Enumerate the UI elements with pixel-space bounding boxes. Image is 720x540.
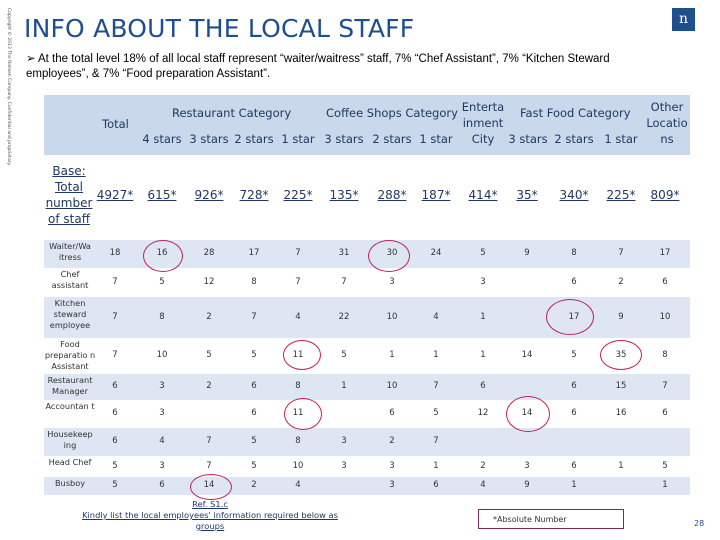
subheader-col-6: 1 star <box>419 132 453 146</box>
base-value-9: 35* <box>516 188 538 202</box>
table-cell: 14 <box>203 480 215 490</box>
table-cell: 10 <box>156 350 168 360</box>
table-cell: 3 <box>389 460 395 471</box>
table-cell: 2 <box>251 480 257 490</box>
table-cell: 3 <box>480 276 486 287</box>
table-cell: 7 <box>295 276 301 287</box>
reference-question: Kindly list the local employees' information required below as <box>82 510 338 520</box>
header-entertainment-line3: City <box>471 132 495 146</box>
row-label: Waiter/Wa itress <box>49 241 91 262</box>
table-cell: 9 <box>524 480 530 490</box>
table-cell: 5 <box>112 460 118 471</box>
table-cell: 4 <box>159 436 165 446</box>
table-cell: 7 <box>295 248 301 258</box>
header-restaurant-category: Restaurant Category <box>172 106 292 120</box>
header-other-locations <box>644 99 690 147</box>
table-cell: 8 <box>251 276 257 287</box>
table-cell: 6 <box>112 436 118 446</box>
table-cell: 6 <box>159 480 165 490</box>
table-cell: 8 <box>571 248 577 258</box>
base-value-8: 414* <box>468 188 498 202</box>
table-cell: 30 <box>386 248 398 258</box>
table-cell: 16 <box>615 408 627 418</box>
table-cell: 6 <box>571 460 577 471</box>
base-value-5: 135* <box>329 188 359 202</box>
table-cell: 3 <box>389 480 395 490</box>
table-cell: 1 <box>433 460 439 471</box>
row-label: Accountan t <box>45 401 95 411</box>
highlight-circle <box>600 340 642 370</box>
copyright-notice <box>1 8 11 167</box>
base-value-7: 187* <box>421 188 451 202</box>
table-cell: 3 <box>159 381 165 391</box>
table-cell: 1 <box>389 350 395 360</box>
table-cell: 16 <box>156 248 168 258</box>
table-cell: 7 <box>433 381 439 391</box>
table-cell: 5 <box>159 276 165 287</box>
table-cell: 4 <box>295 311 301 322</box>
header-coffee-shops-category: Coffee Shops Category <box>326 106 458 120</box>
highlight-circle <box>546 299 594 335</box>
reference-code: Ref. S1.c <box>192 499 228 509</box>
table-cell: 6 <box>662 408 668 418</box>
highlight-circle <box>368 240 410 272</box>
table-cell: 6 <box>251 408 257 418</box>
table-cell: 9 <box>618 311 624 322</box>
subheader-col-4: 3 stars <box>324 132 364 146</box>
table-cell: 4 <box>295 480 301 490</box>
table-cell: 4 <box>480 480 486 490</box>
table-cell: 3 <box>159 460 165 471</box>
table-cell: 5 <box>662 460 668 471</box>
table-cell: 5 <box>251 350 257 360</box>
base-label-line4: of staff <box>48 212 90 226</box>
base-label <box>44 163 94 227</box>
header-entertainment-city <box>460 99 506 147</box>
table-cell: 12 <box>203 276 215 287</box>
table-cell: 6 <box>571 408 577 418</box>
base-value-0: 4927* <box>96 188 134 202</box>
table-cell: 5 <box>341 350 347 360</box>
absolute-number-footnote: *Absolute Number <box>478 509 624 529</box>
summary-text: At the total level 18% of all local staff represent “waiter/waitress” staff, 7% “Chef Assistant”, 7% “Kitchen Steward employees”, & 7% “Food preparation Assistant”. <box>26 53 610 80</box>
base-value-1: 615* <box>147 188 177 202</box>
row-label: Head Chef <box>48 457 92 467</box>
row-label: Housekeep ing <box>47 429 93 450</box>
table-cell: 10 <box>386 381 398 391</box>
page-number: 28 <box>694 519 705 528</box>
table-cell: 2 <box>480 460 486 471</box>
base-value-11: 225* <box>606 188 636 202</box>
table-cell: 22 <box>338 311 350 322</box>
table-cell: 6 <box>662 276 668 287</box>
table-cell: 1 <box>480 350 486 360</box>
table-cell: 1 <box>480 311 486 322</box>
table-cell: 7 <box>662 381 668 391</box>
table-cell: 6 <box>480 381 486 391</box>
table-cell: 8 <box>159 311 165 322</box>
row-label: Kitchen steward employee <box>49 298 91 330</box>
highlight-circle <box>506 396 550 432</box>
table-cell: 6 <box>112 381 118 391</box>
table-cell: 5 <box>251 436 257 446</box>
table-cell: 8 <box>295 381 301 391</box>
summary-bullet <box>26 52 646 82</box>
row-label: Chef assistant <box>51 269 89 290</box>
table-cell: 7 <box>251 311 257 322</box>
base-value-2: 926* <box>194 188 224 202</box>
table-cell: 7 <box>112 276 118 287</box>
table-cell: 3 <box>341 460 347 471</box>
table-cell: 5 <box>571 350 577 360</box>
table-cell: 1 <box>662 480 668 490</box>
table-cell: 6 <box>389 408 395 418</box>
subheader-col-3: 1 star <box>281 132 315 146</box>
table-cell: 5 <box>433 408 439 418</box>
highlight-circle <box>283 340 321 370</box>
base-label-line3: number <box>45 196 93 210</box>
table-cell: 6 <box>571 381 577 391</box>
table-cell: 6 <box>433 480 439 490</box>
table-cell: 1 <box>341 381 347 391</box>
table-cell: 14 <box>521 350 533 360</box>
subheader-col-2: 2 stars <box>234 132 274 146</box>
table-cell: 5 <box>251 460 257 471</box>
table-cell: 18 <box>109 248 121 258</box>
row-label: Restaurant Manager <box>47 375 93 396</box>
table-cell: 14 <box>521 408 533 418</box>
highlight-circle <box>284 398 322 430</box>
table-cell: 6 <box>112 408 118 418</box>
table-cell: 10 <box>659 311 671 322</box>
subheader-col-9: 1 star <box>604 132 638 146</box>
subheader-col-8: 2 stars <box>554 132 594 146</box>
subheader-col-5: 2 stars <box>372 132 412 146</box>
table-cell: 2 <box>206 381 212 391</box>
table-cell: 10 <box>292 460 304 471</box>
table-cell: 17 <box>659 248 671 258</box>
table-cell: 7 <box>433 436 439 446</box>
table-cell: 10 <box>386 311 398 322</box>
table-cell: 1 <box>433 350 439 360</box>
table-cell: 35 <box>615 350 627 360</box>
subheader-col-7: 3 stars <box>508 132 548 146</box>
highlight-circle <box>190 474 232 500</box>
table-cell: 24 <box>430 248 442 258</box>
copyright-text: Copyright © 2013 The Nielsen Company. Confidential and proprietary. <box>6 8 11 167</box>
table-cell: 7 <box>341 276 347 287</box>
table-cell: 7 <box>618 248 624 258</box>
table-cell: 5 <box>480 248 486 258</box>
table-cell: 31 <box>338 248 350 258</box>
row-label: Food preparatio n Assistant <box>44 339 96 371</box>
header-total: Total <box>102 117 129 131</box>
base-value-6: 288* <box>377 188 407 202</box>
table-cell: 5 <box>112 480 118 490</box>
header-fast-food-category: Fast Food Category <box>520 106 631 120</box>
table-cell: 2 <box>206 311 212 322</box>
header-other-line1: Other <box>650 100 684 114</box>
header-entertainment-line1: Enterta <box>461 100 505 114</box>
table-cell: 12 <box>477 408 489 418</box>
table-cell: 1 <box>618 460 624 471</box>
table-cell: 17 <box>248 248 260 258</box>
reference-question-end: groups <box>195 521 225 531</box>
table-cell: 6 <box>571 276 577 287</box>
table-cell: 3 <box>159 408 165 418</box>
table-cell: 5 <box>206 350 212 360</box>
arrow-bullet-icon: ➢ <box>26 53 36 65</box>
table-cell: 17 <box>568 311 580 322</box>
table-cell: 6 <box>251 381 257 391</box>
table-cell: 2 <box>389 436 395 446</box>
base-value-10: 340* <box>559 188 589 202</box>
base-value-4: 225* <box>283 188 313 202</box>
table-cell: 7 <box>112 350 118 360</box>
reference-note <box>80 499 340 532</box>
table-cell: 4 <box>433 311 439 322</box>
table-cell: 3 <box>341 436 347 446</box>
table-cell: 3 <box>389 276 395 287</box>
page-title: INFO ABOUT THE LOCAL STAFF <box>24 14 415 43</box>
table-cell: 9 <box>524 248 530 258</box>
header-other-line2: Locatio <box>646 116 688 130</box>
table-cell: 8 <box>662 350 668 360</box>
base-value-12: 809* <box>650 188 680 202</box>
subheader-col-0: 4 stars <box>142 132 182 146</box>
table-cell: 11 <box>292 408 304 418</box>
table-cell: 2 <box>618 276 624 287</box>
base-label-line1: Base: <box>52 164 86 178</box>
table-cell: 7 <box>206 460 212 471</box>
table-cell: 11 <box>292 350 304 360</box>
table-cell: 1 <box>571 480 577 490</box>
table-cell: 15 <box>615 381 627 391</box>
table-cell: 3 <box>524 460 530 471</box>
table-cell: 28 <box>203 248 215 258</box>
subheader-col-1: 3 stars <box>189 132 229 146</box>
nielsen-logo: n <box>672 8 695 31</box>
row-label: Busboy <box>54 478 86 488</box>
base-label-line2: Total <box>54 180 84 194</box>
highlight-circle <box>143 240 183 272</box>
table-cell: 7 <box>112 311 118 322</box>
table-cell: 8 <box>295 436 301 446</box>
table-header <box>44 95 690 155</box>
base-value-3: 728* <box>239 188 269 202</box>
table-cell: 7 <box>206 436 212 446</box>
header-other-line3: ns <box>660 132 674 146</box>
header-entertainment-line2: inment <box>462 116 504 130</box>
table-row <box>44 428 690 456</box>
